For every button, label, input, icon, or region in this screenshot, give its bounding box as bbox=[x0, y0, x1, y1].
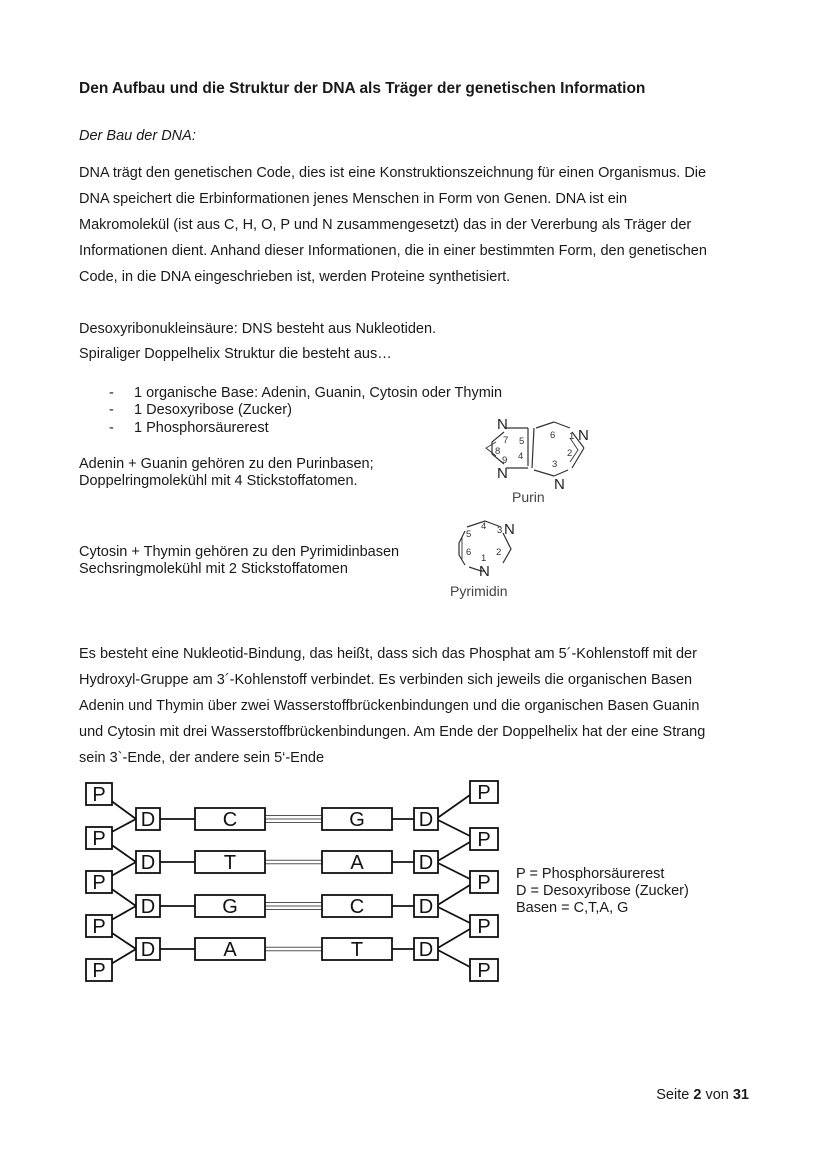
base-right-label: T bbox=[350, 939, 364, 961]
backbone-bond bbox=[436, 885, 470, 906]
phosphate-right-label: P bbox=[477, 782, 491, 804]
sugar-right-label: D bbox=[418, 852, 434, 874]
atom-number: 2 bbox=[496, 547, 502, 558]
phosphate-left-label: P bbox=[92, 872, 106, 894]
current-page: 2 bbox=[693, 1087, 702, 1103]
atom-number: 3 bbox=[497, 525, 503, 536]
atom-number: 5 bbox=[466, 529, 472, 540]
atom-number: 6 bbox=[550, 430, 556, 441]
base-right-label: G bbox=[349, 809, 365, 831]
backbone-bond bbox=[436, 819, 470, 836]
backbone-bond bbox=[436, 929, 470, 949]
text-line: Hydroxyl-Gruppe am 3´-Kohlenstoff verbindet. Es verbinden sich jeweils die organischen Basen bbox=[79, 672, 693, 688]
atom-number: 5 bbox=[519, 436, 525, 447]
phosphate-right-label: P bbox=[477, 916, 491, 938]
phosphate-left-label: P bbox=[92, 916, 106, 938]
bonding-paragraph bbox=[79, 641, 749, 771]
page-title: Den Aufbau und die Struktur der DNA als Träger der genetischen Information bbox=[79, 80, 646, 97]
backbone-bond bbox=[436, 906, 470, 923]
footer-prefix: Seite bbox=[656, 1087, 694, 1103]
backbone-bond bbox=[436, 842, 470, 862]
sugar-right-label: D bbox=[418, 896, 434, 918]
legend-sugar: D = Desoxyribose (Zucker) bbox=[516, 883, 689, 899]
text-line: und Cytosin mit drei Wasserstoffbrückenbindungen. Am Ende der Doppelhelix hat der eine Strang bbox=[79, 724, 706, 740]
base-left-label: A bbox=[223, 939, 237, 961]
atom-n: N bbox=[479, 563, 490, 580]
phosphate-right-label: P bbox=[477, 872, 491, 894]
atom-number: 4 bbox=[518, 451, 524, 462]
sugar-right-label: D bbox=[418, 809, 434, 831]
page-footer bbox=[656, 1087, 749, 1103]
atom-n: N bbox=[497, 465, 508, 482]
atom-n: N bbox=[554, 476, 565, 493]
section-subtitle: Der Bau der DNA: bbox=[79, 128, 196, 144]
backbone-bond bbox=[436, 949, 470, 967]
atom-n: N bbox=[504, 521, 515, 538]
intro-paragraph bbox=[79, 160, 749, 290]
sugar-left-label: D bbox=[140, 852, 156, 874]
backbone-bond bbox=[436, 795, 470, 819]
dna-ladder-diagram bbox=[78, 778, 508, 993]
pyrimidin-structure bbox=[445, 515, 545, 605]
text-line: Adenin und Thymin über zwei Wasserstoffbrückenbindungen und die organischen Basen Guanin bbox=[79, 698, 700, 714]
text-line: Code, in die DNA eingeschrieben ist, werden Proteine synthetisiert. bbox=[79, 269, 511, 285]
pyrimidine-text: Sechsringmolekühl mit 2 Stickstoffatomen bbox=[79, 561, 348, 577]
atom-number: 1 bbox=[569, 431, 575, 442]
legend-phosphate: P = Phosphorsäurerest bbox=[516, 866, 665, 882]
atom-n: N bbox=[578, 427, 589, 444]
phosphate-right-label: P bbox=[477, 960, 491, 982]
text-line: Makromolekül (ist aus C, H, O, P und N zusammengesetzt) das in der Vererbung als Träger der bbox=[79, 217, 692, 233]
sugar-left-label: D bbox=[140, 809, 156, 831]
atom-number: 8 bbox=[495, 446, 501, 457]
base-right-label: C bbox=[349, 896, 365, 918]
phosphate-left-label: P bbox=[92, 784, 106, 806]
text-line: Es besteht eine Nukleotid-Bindung, das heißt, dass sich das Phosphat am 5´-Kohlenstoff mit der bbox=[79, 646, 697, 662]
figure-caption: Purin bbox=[512, 489, 545, 505]
legend-bases: Basen = C,T,A, G bbox=[516, 900, 629, 916]
definition-line: Desoxyribonukleinsäure: DNS besteht aus Nukleotiden. bbox=[79, 321, 437, 337]
figure-caption: Pyrimidin bbox=[450, 583, 508, 599]
purine-text: Doppelringmolekühl mit 4 Stickstoffatomen. bbox=[79, 473, 358, 489]
purin-structure bbox=[470, 412, 600, 512]
backbone-bond bbox=[436, 862, 470, 879]
atom-number: 4 bbox=[481, 521, 487, 532]
base-right-label: A bbox=[350, 852, 364, 874]
sugar-left-label: D bbox=[140, 939, 156, 961]
atom-number: 2 bbox=[567, 448, 573, 459]
atom-number: 6 bbox=[466, 547, 472, 558]
text-line: DNA speichert die Erbinformationen jenes Menschen in Form von Genen. DNA ist ein bbox=[79, 191, 628, 207]
text-line: DNA trägt den genetischen Code, dies ist eine Konstruktionszeichnung für einen Organismus. Die bbox=[79, 165, 707, 181]
atom-number: 9 bbox=[502, 455, 508, 466]
purine-text: Adenin + Guanin gehören zu den Purinbasen; bbox=[79, 456, 374, 472]
footer-middle: von bbox=[701, 1087, 733, 1103]
atom-n: N bbox=[497, 416, 508, 433]
atom-number: 1 bbox=[481, 553, 487, 564]
sugar-left-label: D bbox=[140, 896, 156, 918]
text-line: Informationen dient. Anhand dieser Informationen, die in einer bestimmten Form, den genetischen bbox=[79, 243, 707, 259]
atom-number: 7 bbox=[503, 435, 509, 446]
total-pages: 31 bbox=[732, 1087, 749, 1103]
phosphate-left-label: P bbox=[92, 960, 106, 982]
base-left-label: C bbox=[222, 809, 238, 831]
structure-line: Spiraliger Doppelhelix Struktur die besteht aus… bbox=[79, 346, 392, 362]
pyrimidine-text: Cytosin + Thymin gehören zu den Pyrimidinbasen bbox=[79, 544, 400, 560]
atom-number: 3 bbox=[552, 459, 558, 470]
sugar-right-label: D bbox=[418, 939, 434, 961]
phosphate-left-label: P bbox=[92, 828, 106, 850]
base-left-label: T bbox=[223, 852, 237, 874]
text-line: sein 3`-Ende, der andere sein 5‘-Ende bbox=[79, 750, 325, 766]
phosphate-right-label: P bbox=[477, 829, 491, 851]
base-left-label: G bbox=[222, 896, 238, 918]
